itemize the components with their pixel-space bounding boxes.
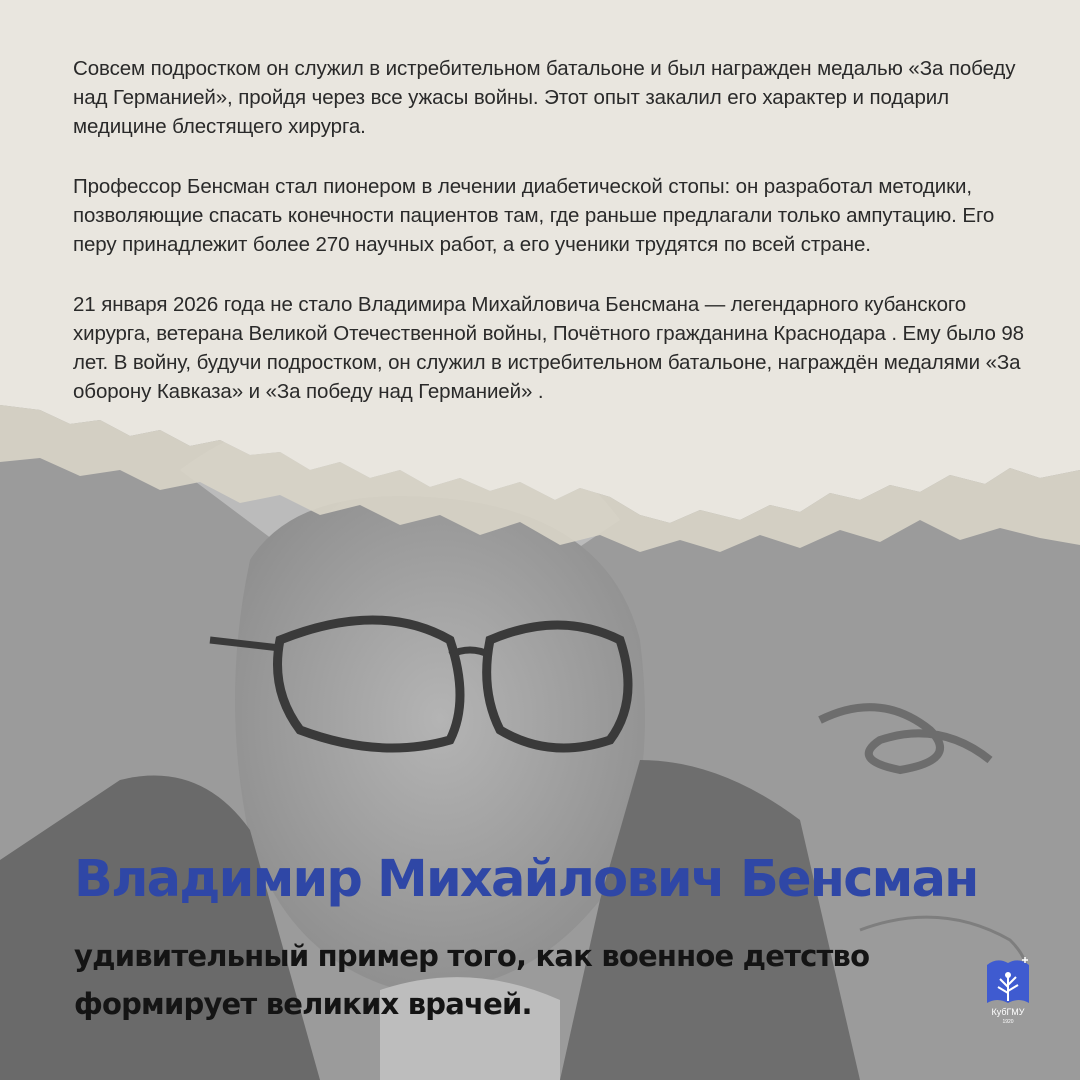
- article-paragraph-3: 21 января 2026 года не стало Владимира Михайловича Бенсмана — легендарного кубанского хирурга, ветерана Великой Отечественной войны, Почётного гражданина Краснодара . Ему было 98 лет. В войну, будучи подростком, он служил в истребительном батальоне, награждён медалями «За оборону Кавказа» и «За победу над Германией» .: [73, 293, 1024, 403]
- logo-label: КубГМУ: [991, 1007, 1025, 1017]
- article-paragraph-1: Совсем подростком он служил в истребительном батальоне и был награжден медалью «За победу над Германией», пройдя через все ужасы войны. Этот опыт закалил его характер и подарил медицине блестящего хирурга.: [73, 57, 1016, 138]
- person-name-heading: Владимир Михайлович Бенсман: [74, 850, 978, 909]
- article-paragraph-2: Профессор Бенсман стал пионером в лечении диабетической стопы: он разработал методики, позволяющие спасать конечности пациентов там, где раньше предлагали только ампутацию. Его перу принадлежит более 270 научных работ, а его ученики трудятся по всей стране.: [73, 175, 995, 256]
- subtitle: удивительный пример того, как военное детство формирует великих врачей.: [74, 939, 870, 1021]
- article-text: [73, 54, 1033, 437]
- logo-year: 1920: [1002, 1019, 1014, 1025]
